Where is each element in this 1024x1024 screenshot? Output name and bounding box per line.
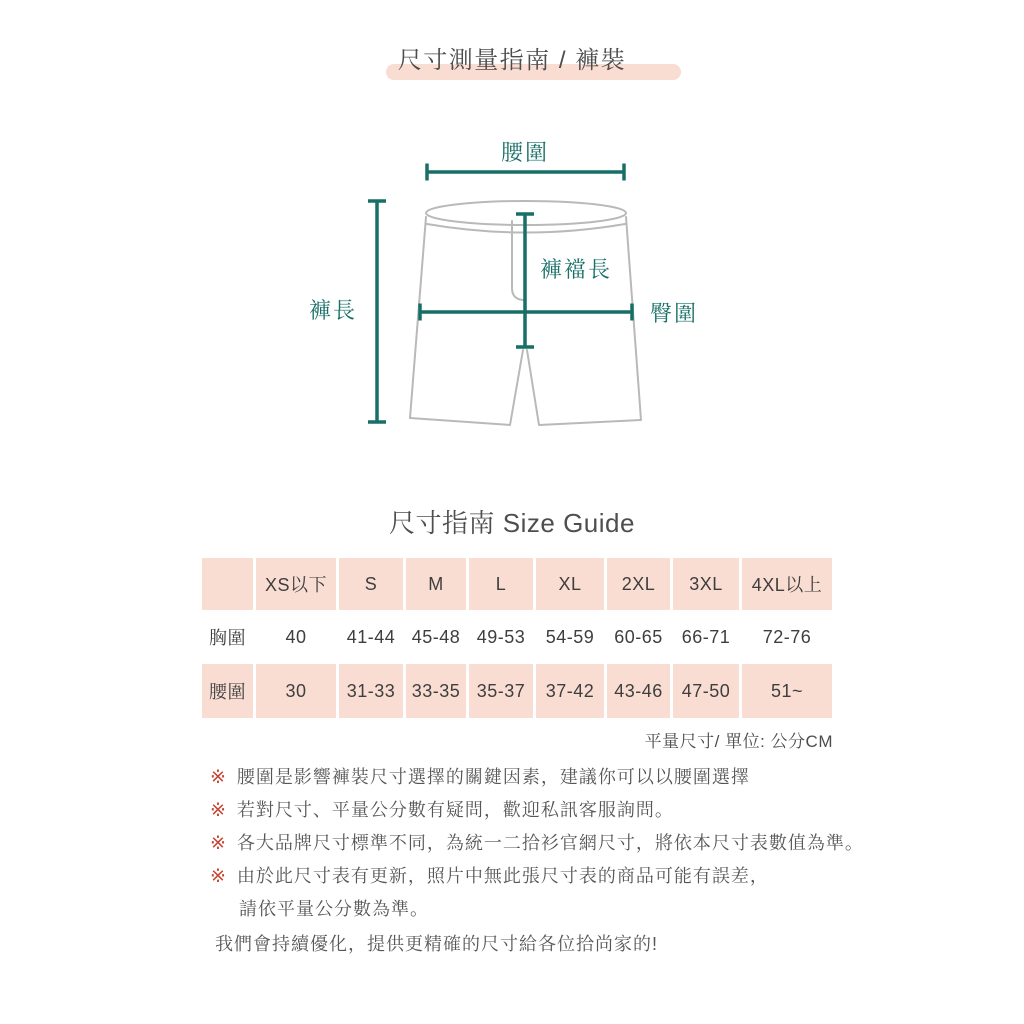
note-item xyxy=(210,827,944,860)
size-table xyxy=(202,558,832,718)
size-table-header-row xyxy=(202,558,832,610)
hip-label: 臀圍 xyxy=(650,301,699,326)
page-title: 尺寸測量指南 / 褲裝 xyxy=(397,47,627,74)
size-cell: 41-44 xyxy=(339,610,406,664)
size-column-header: 4XL以上 xyxy=(742,558,832,610)
footnotes xyxy=(210,761,944,961)
reference-mark-icon: ※ xyxy=(210,800,227,821)
note-text: 腰圍是影響褲裝尺寸選擇的關鍵因素，建議你可以以腰圍選擇 xyxy=(236,767,750,787)
note-item xyxy=(210,761,944,794)
corner-cell xyxy=(202,558,256,610)
size-column-header: S xyxy=(339,558,406,610)
note-item xyxy=(210,860,944,893)
waist-measure-line xyxy=(427,164,624,181)
size-column-header: XS以下 xyxy=(256,558,339,610)
size-column-header: 3XL xyxy=(673,558,742,610)
size-cell: 72-76 xyxy=(742,610,832,664)
reference-mark-icon: ※ xyxy=(210,866,227,887)
size-column-header: M xyxy=(406,558,469,610)
size-cell: 33-35 xyxy=(406,664,469,718)
pants-length-label: 褲長 xyxy=(308,298,357,323)
size-cell: 35-37 xyxy=(469,664,536,718)
size-guide-heading: 尺寸指南 Size Guide xyxy=(389,508,635,538)
size-cell: 37-42 xyxy=(536,664,607,718)
size-cell: 54-59 xyxy=(536,610,607,664)
size-cell: 30 xyxy=(256,664,339,718)
measurement-unit-note: 平量尺寸/ 單位: 公分CM xyxy=(644,732,833,751)
note-footer: 我們會持續優化，提供更精確的尺寸給各位拾尚家的! xyxy=(215,934,658,954)
note-text: 各大品牌尺寸標準不同，為統一二拾衫官網尺寸，將依本尺寸表數值為準。 xyxy=(236,833,864,853)
size-column-header: XL xyxy=(536,558,607,610)
size-cell: 60-65 xyxy=(607,610,673,664)
crotch-length-measure-line xyxy=(516,214,534,347)
size-cell: 47-50 xyxy=(673,664,742,718)
size-cell: 31-33 xyxy=(339,664,406,718)
measure-row-label: 胸圍 xyxy=(202,610,256,664)
page-header xyxy=(0,46,1024,76)
size-cell: 40 xyxy=(256,610,339,664)
waist-row xyxy=(202,664,832,718)
crotch-length-label: 褲襠長 xyxy=(540,257,613,282)
size-cell: 66-71 xyxy=(673,610,742,664)
size-cell: 51~ xyxy=(742,664,832,718)
size-column-header: L xyxy=(469,558,536,610)
size-cell: 45-48 xyxy=(406,610,469,664)
size-column-header: 2XL xyxy=(607,558,673,610)
pants-length-measure-line xyxy=(368,201,386,422)
note-text: 若對尺寸、平量公分數有疑問，歡迎私訊客服詢問。 xyxy=(236,800,674,820)
pants-measurement-diagram xyxy=(0,130,1024,480)
measure-row-label: 腰圍 xyxy=(202,664,256,718)
note-continuation: 請依平量公分數為準。 xyxy=(239,899,429,919)
reference-mark-icon: ※ xyxy=(210,833,227,854)
note-item xyxy=(210,794,944,827)
note-text: 由於此尺寸表有更新，照片中無此張尺寸表的商品可能有誤差， xyxy=(236,866,769,886)
chest-row xyxy=(202,610,832,664)
waist-label: 腰圍 xyxy=(500,140,550,165)
size-cell: 49-53 xyxy=(469,610,536,664)
reference-mark-icon: ※ xyxy=(210,767,227,788)
size-cell: 43-46 xyxy=(607,664,673,718)
